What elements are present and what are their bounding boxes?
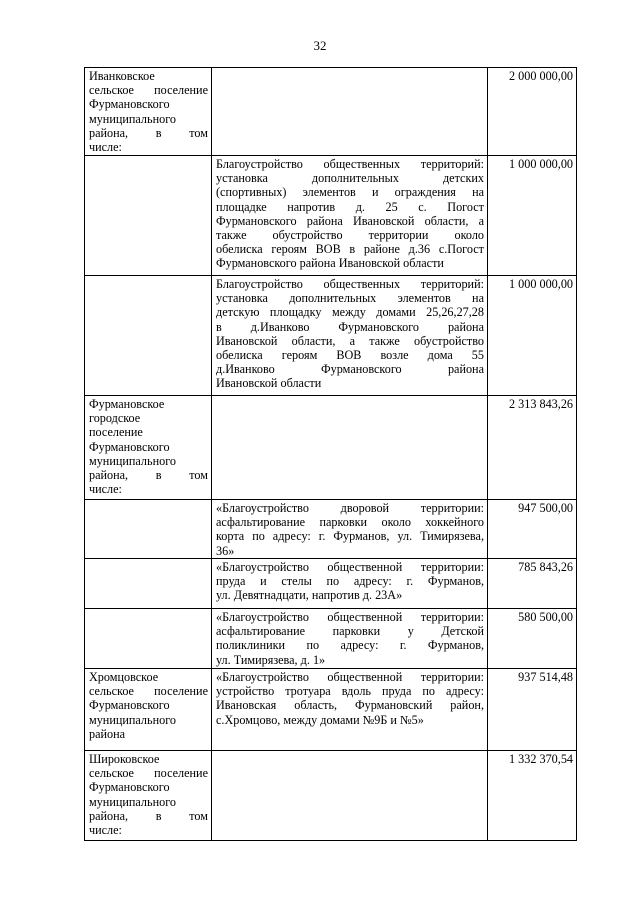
description-line: поликлиники по адресу: г. Фурманов, (216, 638, 484, 653)
description-cell (212, 751, 488, 841)
settlement-line: сельское поселение (89, 684, 208, 699)
description-line: «Благоустройство дворовой территории: (216, 501, 484, 515)
table-row (85, 68, 577, 156)
amount-cell: 937 514,48 (488, 669, 577, 751)
settlement-line: городское (89, 411, 141, 426)
settlement-line: поселение (89, 425, 143, 440)
description-line: площадке напротив д. 25 с. Погост (216, 199, 484, 214)
description-line: Ивановской области, а также обустройство (216, 333, 484, 348)
table-row (85, 500, 577, 559)
amount-cell: 947 500,00 (488, 500, 577, 559)
settlement-line: числе: (89, 140, 122, 155)
table-row (85, 276, 577, 396)
description-line: ул. Тимирязева, д. 1» (216, 652, 326, 667)
description-cell (212, 68, 488, 156)
settlement-cell (85, 276, 212, 396)
description-line: Фурмановского района Ивановской области (216, 256, 444, 271)
description-cell (212, 609, 488, 669)
settlement-line: муниципального (89, 453, 176, 468)
description-line: Ивановская область, Фурмановский район, (216, 698, 484, 713)
description-line: корта по адресу: г. Фурманов, ул. Тимирязева, (216, 529, 484, 544)
amount-cell: 580 500,00 (488, 609, 577, 669)
amount-cell: 785 843,26 (488, 559, 577, 609)
table-row (85, 156, 577, 276)
settlement-line: Широковское (89, 752, 160, 766)
settlement-line: района, в том (89, 808, 208, 823)
description-line: Благоустройство общественных территорий: (216, 277, 484, 291)
description-line: 36» (216, 543, 235, 558)
description-line: обелиска героям ВОВ в районе д.36 с.Погост (216, 242, 484, 257)
budget-table (84, 67, 577, 841)
description-cell (212, 396, 488, 500)
settlement-cell (85, 751, 212, 841)
table-row (85, 559, 577, 609)
settlement-line: муниципального (89, 111, 176, 126)
amount-cell: 1 332 370,54 (488, 751, 577, 841)
settlement-line: района, в том (89, 125, 208, 140)
description-line: асфальтирование парковки около хоккейного (216, 515, 484, 530)
settlement-cell (85, 609, 212, 669)
description-line: ул. Девятнадцати, напротив д. 23А» (216, 588, 403, 603)
description-line: в д.Иванково Фурмановского района (216, 319, 484, 334)
description-line: также обустройство территории около (216, 228, 484, 243)
description-line: Ивановской области (216, 376, 322, 391)
description-cell (212, 559, 488, 609)
description-line: пруда и стелы по адресу: г. Фурманов, (216, 574, 484, 589)
description-line: Благоустройство общественных территорий: (216, 157, 484, 171)
description-line: установка дополнительных элементов на (216, 291, 484, 306)
settlement-line: числе: (89, 482, 122, 497)
amount-cell: 1 000 000,00 (488, 276, 577, 396)
settlement-line: Фурмановского (89, 698, 170, 713)
page-number: 32 (313, 38, 327, 53)
description-line: установка дополнительных детских (216, 171, 484, 186)
settlement-line: Иванковское (89, 69, 155, 83)
settlement-cell (85, 68, 212, 156)
table-row (85, 396, 577, 500)
description-line: Фурмановского района Ивановской области, а (216, 213, 484, 228)
settlement-line: числе: (89, 823, 122, 838)
description-cell (212, 156, 488, 276)
description-cell (212, 276, 488, 396)
description-line: асфальтирование парковки у Детской (216, 624, 484, 639)
amount-cell: 2 313 843,26 (488, 396, 577, 500)
settlement-line: Фурмановского (89, 97, 170, 112)
description-line: д.Иванково Фурмановского района (216, 362, 484, 377)
settlement-cell (85, 396, 212, 500)
table-row (85, 609, 577, 669)
settlement-line: Фурмановского (89, 780, 170, 795)
settlement-line: Фурмановское (89, 397, 165, 411)
settlement-line: района (89, 726, 126, 741)
table-row (85, 751, 577, 841)
description-line: (спортивных) элементов и ограждения на (216, 185, 484, 200)
amount-cell: 1 000 000,00 (488, 156, 577, 276)
settlement-cell (85, 559, 212, 609)
description-line: детскую площадку между домами 25,26,27,28 (216, 305, 484, 320)
description-line: обелиска героям ВОВ возле дома 55 (216, 348, 484, 363)
settlement-line: Фурмановского (89, 439, 170, 454)
settlement-line: Хромцовское (89, 670, 159, 684)
description-line: «Благоустройство общественной территории: (216, 670, 484, 684)
settlement-cell (85, 669, 212, 751)
settlement-cell (85, 500, 212, 559)
settlement-line: муниципального (89, 794, 176, 809)
description-cell (212, 669, 488, 751)
description-line: с.Хромцово, между домами №9Б и №5» (216, 712, 424, 727)
description-line: «Благоустройство общественной территории: (216, 560, 484, 574)
description-cell (212, 500, 488, 559)
table-row (85, 669, 577, 751)
amount-cell: 2 000 000,00 (488, 68, 577, 156)
settlement-line: района, в том (89, 468, 208, 483)
budget-table-body (85, 68, 577, 841)
description-line: устройство тротуара вдоль пруда по адресу: (216, 684, 484, 699)
description-line: «Благоустройство общественной территории: (216, 610, 484, 624)
settlement-cell (85, 156, 212, 276)
settlement-line: сельское поселение (89, 766, 208, 781)
settlement-line: муниципального (89, 712, 176, 727)
settlement-line: сельское поселение (89, 83, 208, 98)
